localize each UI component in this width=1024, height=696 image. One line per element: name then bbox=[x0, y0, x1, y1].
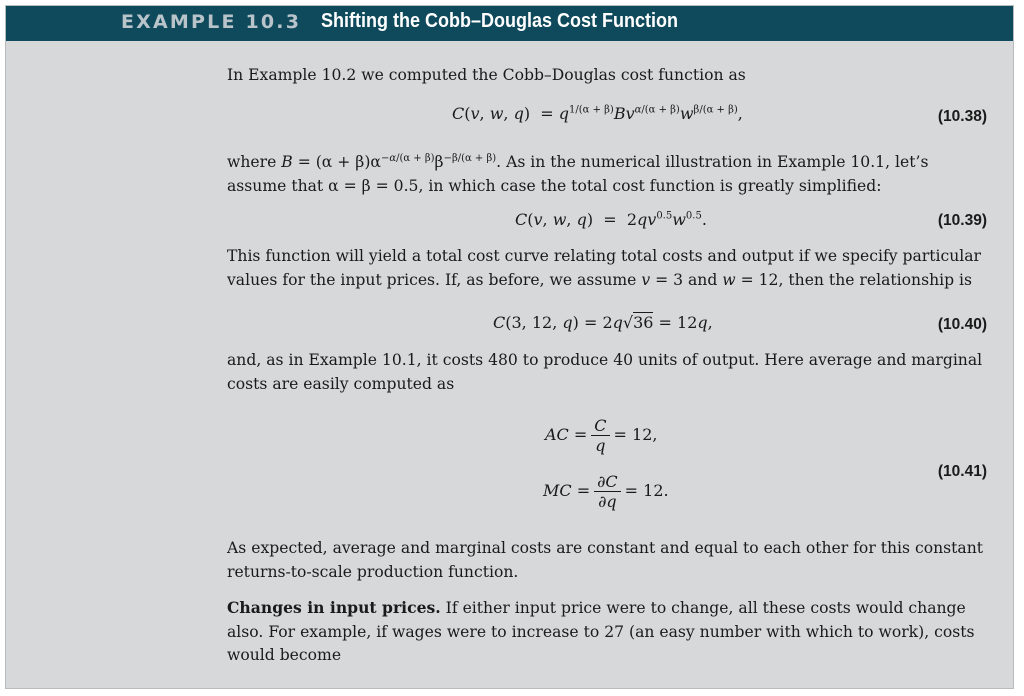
subheading-changes-input-prices: Changes in input prices. bbox=[227, 598, 441, 617]
equation-10-41-mc: MC = $\frac{\partial C}{\partial q}$ = 12. bbox=[543, 472, 669, 511]
paragraph-total-cost-curve: This function will yield a total cost curve relating total costs and output if we specify particular values for the input prices. If, as before, we assume v = 3 and w = 12, then the relationship is bbox=[227, 247, 981, 289]
example-label: EXAMPLE 10.3 bbox=[121, 11, 302, 33]
example-title: Shifting the Cobb–Douglas Cost Function bbox=[321, 10, 678, 32]
example-header bbox=[6, 6, 1013, 41]
equation-number-10-40: (10.40) bbox=[937, 316, 987, 333]
equation-number-10-38: (10.38) bbox=[937, 108, 987, 125]
equation-10-40: C(3, 12, q) = 2q√36 = 12q, bbox=[493, 313, 713, 332]
paragraph-constant-returns: As expected, average and marginal costs are constant and equal to each other for this constant returns-to-scale production function. bbox=[227, 539, 984, 581]
example-box bbox=[5, 5, 1014, 689]
equation-10-41-ac: AC = $\frac{C}{q}$ = 12, bbox=[545, 416, 658, 455]
equation-10-38: C(v, w, $q) = q^{1/(\alpha + \beta)}Bv^{\alpha/(\alpha + \beta)}w^{\beta/(\alpha + \beta)}$, bbox=[452, 104, 743, 123]
paragraph-intro: In Example 10.2 we computed the Cobb–Douglas cost function as bbox=[227, 66, 746, 84]
equation-number-10-41: (10.41) bbox=[937, 463, 987, 480]
equation-number-10-39: (10.39) bbox=[937, 212, 987, 229]
paragraph-changes-text: If either input price were to change, all these costs would change also. For example, if wages were to increase to 27 (an easy number with which to work), costs would become bbox=[227, 599, 975, 664]
paragraph-average-marginal: and, as in Example 10.1, it costs 480 to produce 40 units of output. Here average and marginal costs are easily computed as bbox=[227, 351, 983, 393]
paragraph-changes-input-prices bbox=[227, 596, 1002, 668]
equation-10-39: C(v, w, $q) = 2qv^{0.5}w^{0.5}$. bbox=[515, 210, 707, 229]
paragraph-definition-B: where $B = (\alpha + \beta)\alpha^{-\alpha/(\alpha + \beta)}\beta^{-\beta/(\alpha + \beta)}$. As in the numerical illustration in Example 10.1, let’s assume that α = β = 0.5, in which case the total cost function is greatly simplified: bbox=[227, 153, 929, 195]
